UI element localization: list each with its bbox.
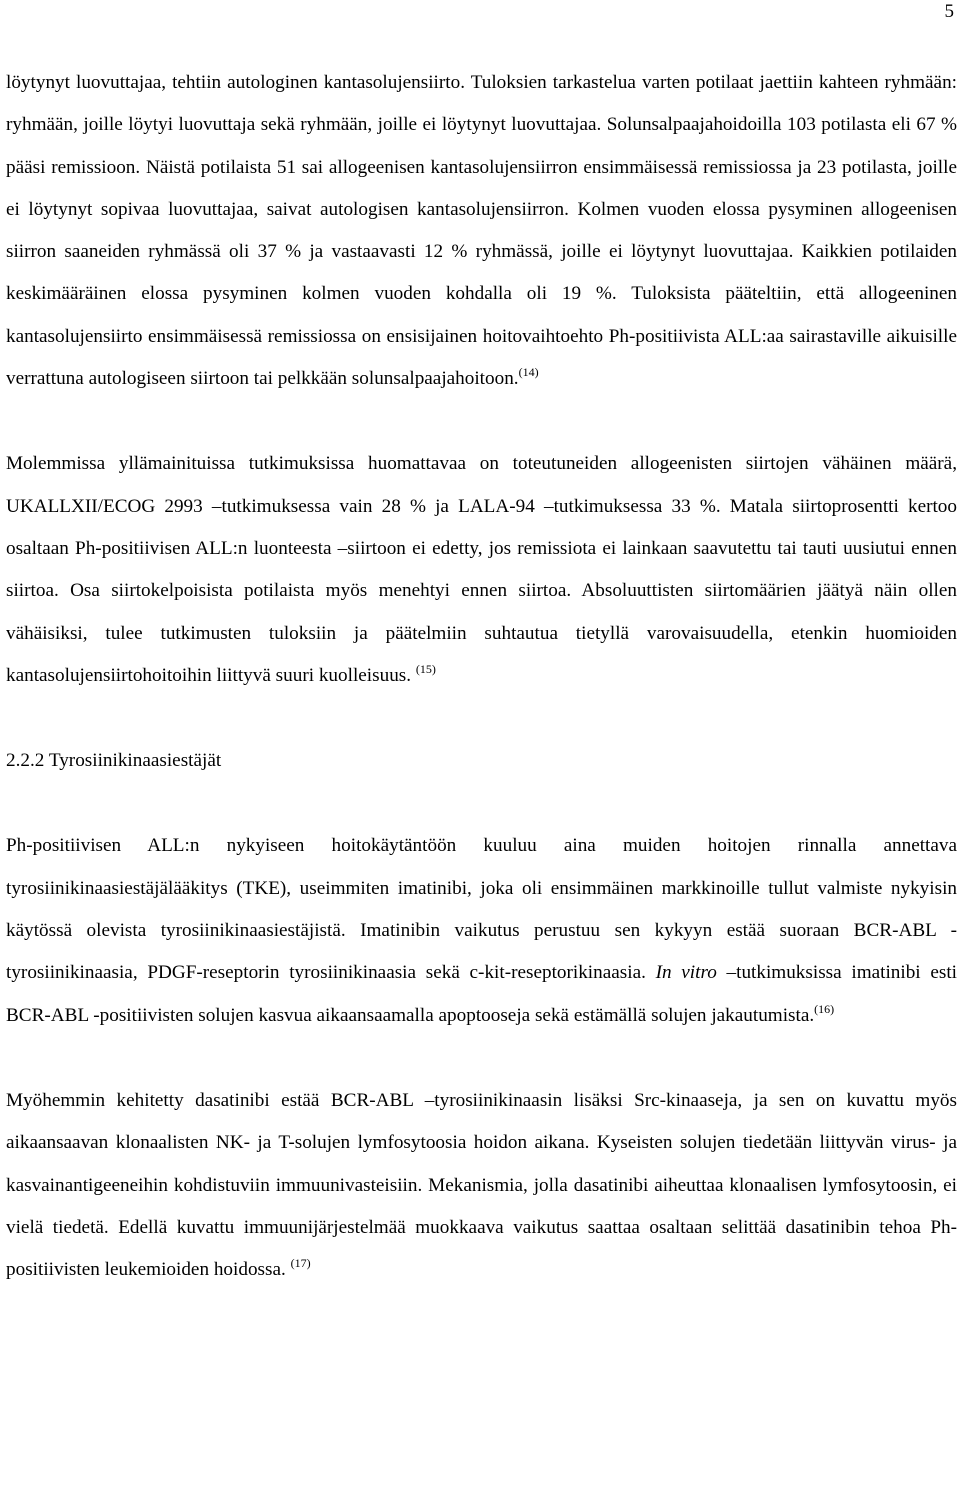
reference-marker: (16) (814, 1001, 835, 1016)
paragraph-transplant-rates (6, 443, 957, 697)
paragraph-text: Molemmissa yllämainituissa tutkimuksissa huomattavaa on toteutuneiden allogeenisten siirtojen vähäinen määrä, UKALLXII/ECOG 2993 –tutkimuksessa vain 28 % ja LALA-94 –tutkimuksessa 33 %. Matala siirtoprosentti kertoo osaltaan Ph-positiivisen ALL:n luonteesta –siirtoon ei edetty, jos remissiota ei lainkaan saavutettu tai tauti uusiutui ennen siirtoa. Osa siirtokelpoisista potilaista myös menehtyi ennen siirtoa. Absoluuttisten siirtomäärien jäätyä näin ollen vähäisiksi, tulee tutkimusten tuloksiin ja päätelmiin suhtautua tietyllä varovaisuudella, etenkin huomioiden kantasolujensiirtohoitoihin liittyvä suuri kuolleisuus. (6, 453, 957, 686)
italic-term: In vitro (655, 962, 717, 984)
paragraph-text: Ph-positiivisen ALL:n nykyiseen hoitokäytäntöön kuuluu aina muiden hoitojen rinnalla annettava tyrosiinikinaasiestäjälääkitys (TKE), useimmiten imatinibi, joka oli ensimmäinen markkinoille tullut valmiste nykyisin käytössä olevista tyrosiinikinaasiestäjistä. Imatinibin vaikutus perustuu sen kykyyn estää suoraan BCR-ABL -tyrosiinikinaasia, PDGF-reseptorin tyrosiinikinaasia sekä c-kit-reseptorikinaasia. (6, 835, 957, 984)
paragraph-text: Myöhemmin kehitetty dasatinibi estää BCR-ABL –tyrosiinikinaasin lisäksi Src-kinaaseja, ja sen on kuvattu myös aikaansaavan klonaalisten NK- ja T-solujen lymfosytoosia hoidon aikana. Kyseisten solujen tiedetään liittyvän virus- ja kasvainantigeeneihin kohdistuviin immuunivasteisiin. Mekanismia, jolla dasatinibi aiheuttaa klonaalisen lymfosytoosin, ei vielä tiedetä. Edellä kuvattu immuunijärjestelmää muokkaava vaikutus saattaa osaltaan selittää dasatinibin tehoa Ph-positiivisten leukemioiden hoidossa. (6, 1089, 957, 1281)
reference-marker: (17) (290, 1256, 311, 1271)
page-number: 5 (944, 1, 954, 22)
paragraph-imatinib (6, 825, 957, 1036)
reference-marker: (15) (415, 662, 436, 677)
paragraph-text-continued: –tutkimuksissa imatinibi esti BCR-ABL -positiivisten solujen kasvua aikaansaamalla apoptooseja sekä estämällä solujen jakautumista. (6, 962, 957, 1026)
paragraph-dasatinib (6, 1080, 957, 1291)
document-body (6, 62, 957, 1291)
paragraph-text: löytynyt luovuttajaa, tehtiin autologinen kantasolujensiirto. Tuloksien tarkastelua varten potilaat jaettiin kahteen ryhmään: ryhmään, joille löytyi luovuttaja sekä ryhmään, joille ei löytynyt luovuttajaa. Solunsalpaajahoidoilla 103 potilasta eli 67 % pääsi remissioon. Näistä potilaista 51 sai allogeenisen kantasolujensiirron ensimmäisessä remissiossa ja 23 potilasta, joille ei löytynyt sopivaa luovuttajaa, saivat autologisen kantasolujensiirron. Kolmen vuoden elossa pysyminen allogeenisen siirron saaneiden ryhmässä oli 37 % ja vastaavasti 12 % ryhmässä, joille ei löytynyt luovuttajaa. Kaikkien potilaiden keskimääräinen elossa pysyminen kolmen vuoden kohdalla oli 19 %. Tuloksista pääteltiin, että allogeeninen kantasolujensiirto ensimmäisessä remissiossa on ensisijainen hoitovaihtoehto Ph-positiivista ALL:aa sairastaville aikuisille verrattuna autologiseen siirtoon tai pelkkään solunsalpaajahoitoon. (6, 72, 957, 390)
reference-marker: (14) (518, 365, 539, 380)
section-heading: 2.2.2 Tyrosiinikinaasiestäjät (6, 750, 222, 772)
paragraph-results-summary (6, 62, 957, 400)
